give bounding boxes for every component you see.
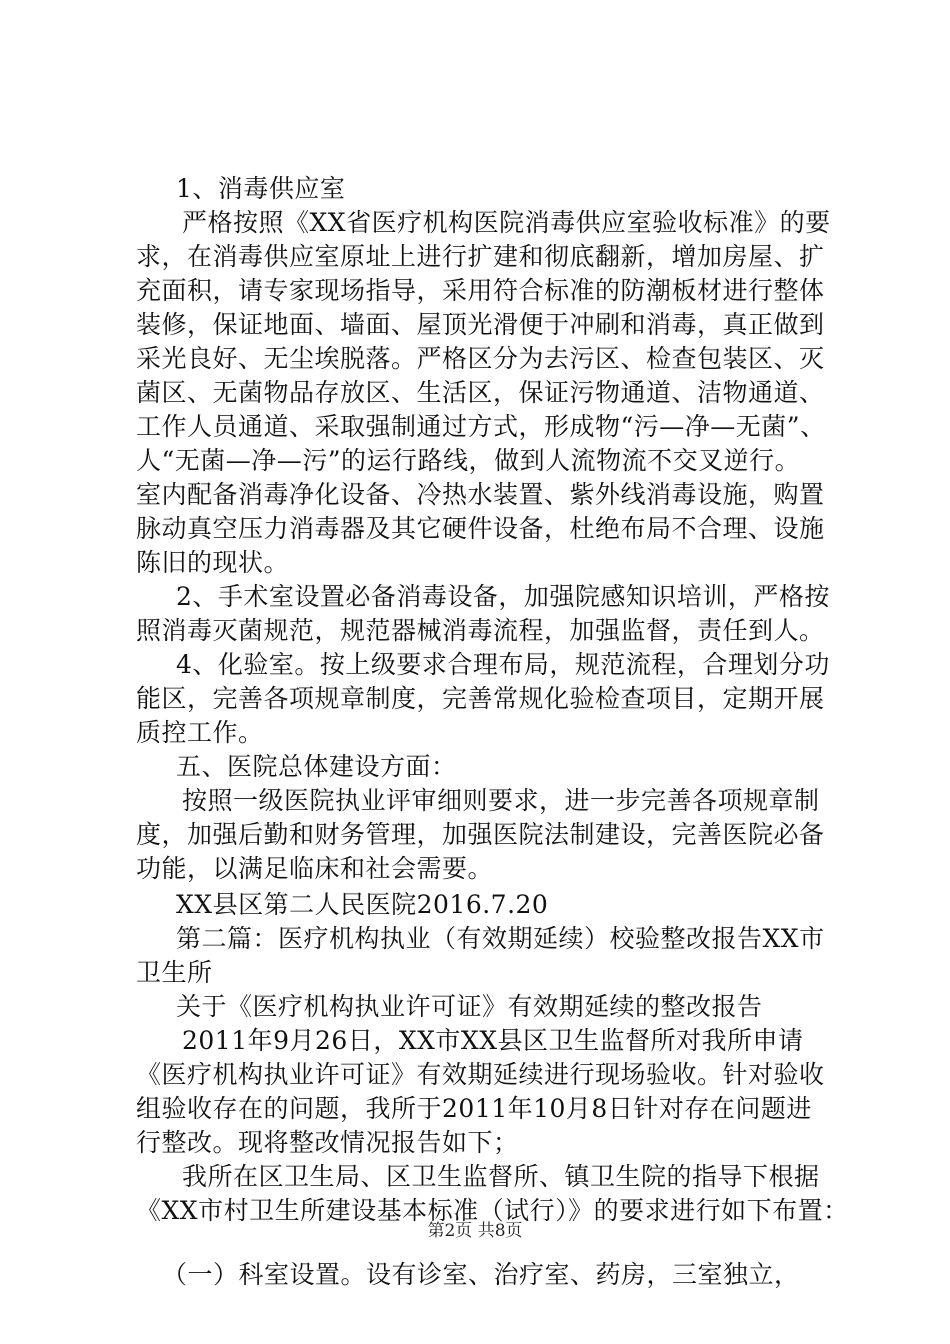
text-line: 功能，以满足临床和社会需要。 [136,854,494,883]
text-line: 度，加强后勤和财务管理，加强医院法制建设，完善医院必备 [136,820,825,849]
text-line: 求，在消毒供应室原址上进行扩建和彻底翻新，增加房屋、扩 [136,242,825,271]
text-line: （一）科室设置。设有诊室、治疗室、药房，三室独立， [162,1260,800,1289]
report-title: 关于《医疗机构执业许可证》有效期延续的整改报告 [176,992,763,1021]
signature-line: XX县区第二人民医院2016.7.20 [176,890,549,919]
text-line: 2、手术室设置必备消毒设备，加强院感知识培训，严格按 [176,582,830,611]
text-line: 严格按照《XX省医疗机构医院消毒供应室验收标准》的要 [182,208,831,237]
text-line: 照消毒灭菌规范，规范器械消毒流程，加强监督，责任到人。 [136,616,825,645]
text-line: 卫生所 [136,958,213,987]
text-line: 1、消毒供应室 [176,174,346,203]
text-line: 室内配备消毒净化设备、冷热水装置、紫外线消毒设施，购置 [136,480,825,509]
text-line: 人“无菌—净—污”的运行路线，做到人流物流不交叉逆行。 [136,446,801,475]
text-line: 4、化验室。按上级要求合理布局，规范流程，合理划分功 [176,650,830,679]
text-line: 采光良好、无尘埃脱落。严格区分为去污区、检查包装区、灭 [136,344,825,373]
text-line: 脉动真空压力消毒器及其它硬件设备，杜绝布局不合理、设施 [136,514,825,543]
text-line: 能区，完善各项规章制度，完善常规化验检查项目，定期开展 [136,684,825,713]
text-line: 我所在区卫生局、区卫生监督所、镇卫生院的指导下根据 [182,1162,820,1191]
text-line: 五、医院总体建设方面： [176,752,457,781]
page-footer: 第2页 共8页 [427,1221,523,1241]
text-line: 菌区、无菌物品存放区、生活区，保证污物通道、洁物通道、 [136,378,825,407]
text-line: 工作人员通道、采取强制通过方式，形成物“污—净—无菌”、 [136,412,826,441]
section-heading: 第二篇：医疗机构执业（有效期延续）校验整改报告XX市 [176,924,825,953]
text-line: 2011年9月26日，XX市XX县区卫生监督所对我所申请 [182,1026,804,1055]
text-line: 装修，保证地面、墙面、屋顶光滑便于冲刷和消毒，真正做到 [136,310,825,339]
text-line: 行整改。现将整改情况报告如下； [136,1128,519,1157]
text-line: 充面积，请专家现场指导，采用符合标准的防潮板材进行整体 [136,276,825,305]
text-line: 按照一级医院执业评审细则要求，进一步完善各项规章制 [182,786,820,815]
text-line: 《医疗机构执业许可证》有效期延续进行现场验收。针对验收 [136,1060,825,1089]
text-line: 《XX市村卫生所建设基本标准（试行）》的要求进行如下布置： [136,1196,849,1225]
text-line: 组验收存在的问题，我所于2011年10月8日针对存在问题进 [136,1094,812,1123]
text-line: 陈旧的现状。 [136,548,290,577]
text-line: 质控工作。 [136,718,264,747]
